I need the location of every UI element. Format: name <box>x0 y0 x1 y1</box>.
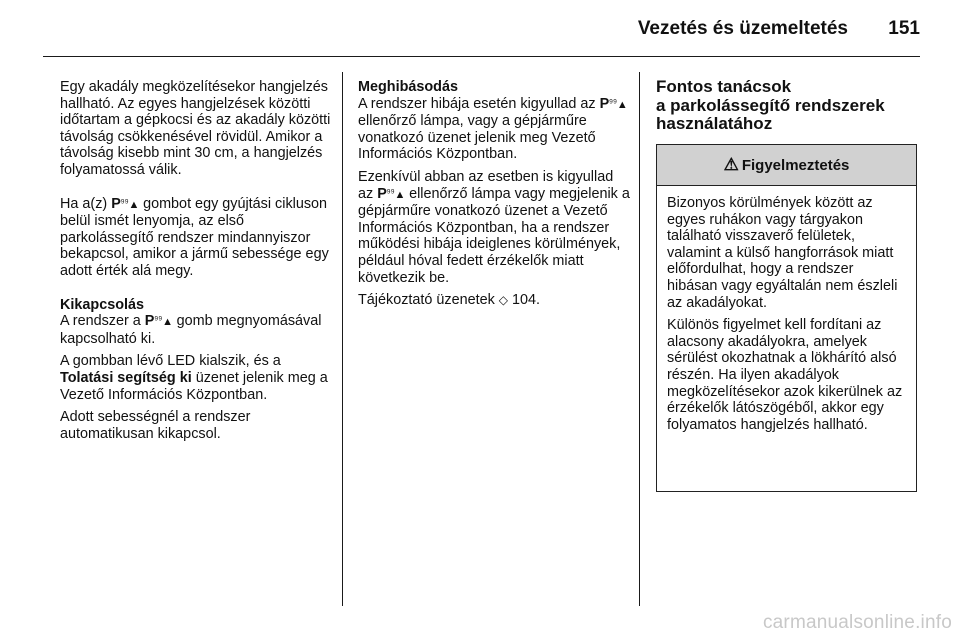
warning-box <box>656 144 917 492</box>
paragraph-temporary-fault: Ezenkívül abban az esetben is kigyullad az P⁹⁹▲ ellenőrző lámpa vagy megjelenik a gépjárműre vonatkozó üzenet a Vezető Információs Központban, ha a rendszer működési hibája ideiglenes körülmények, például hóval fedett érzékelők miatt következik be. <box>358 168 630 286</box>
page-number: 151 <box>888 18 920 39</box>
header-divider <box>43 56 920 57</box>
warning-header <box>657 145 916 186</box>
paragraph-malfunction: A rendszer hibája esetén kigyullad az P⁹⁹▲ ellenőrző lámpa, vagy a gépjárműre vonatkozó üzenet jelenik meg Vezető Információs Központban. <box>358 95 628 163</box>
page-reference-link[interactable]: 104. <box>512 292 541 309</box>
message-name: Tolatási segítség ki <box>60 369 192 386</box>
paragraph-repeat-activation: Ha a(z) P⁹⁹▲ gombot egy gyújtási cikluson belül ismét lenyomja, az első parkolássegítő rendszer mindannyiszor bekapcsol, amikor a jármű sebessége egy adott érték alá megy. <box>60 195 329 279</box>
warning-paragraph-2: Különös figyelmet kell fordítani az alacsony akadályokra, amelyek sérülést okozhatnak a lökhárító alsó részén. Ha ilyen akadályok megközelítésekor azok kikerülnek az érzékelők látószögéből, akkor egy folyamatos hangjelzés hallható. <box>667 317 903 433</box>
column-1 <box>60 79 336 448</box>
warning-body <box>657 186 916 433</box>
parking-assist-lamp-icon: P⁹⁹▲ <box>599 95 628 112</box>
section-heading-malfunction: Meghibásodás <box>358 79 458 95</box>
section-heading-deactivation: Kikapcsolás <box>60 296 144 313</box>
page-reference-icon: ◇ <box>498 293 509 308</box>
watermark: carmanualsonline.info <box>762 612 952 633</box>
paragraph-auto-off: Adott sebességnél a rendszer automatikusan kikapcsol. <box>60 409 251 442</box>
parking-assist-lamp-icon: P⁹⁹▲ <box>377 185 406 202</box>
paragraph-proximity-beep: Egy akadály megközelítésekor hangjelzés hallható. Az egyes hangjelzések közötti időtartam a gépkocsi és az akadály közötti távolság csökkenésével rövidül. Amikor a távolság kisebb mint 30 cm, a hangjelzés folyamatossá válik. <box>60 79 331 178</box>
parking-assist-button-icon: P⁹⁹▲ <box>111 195 140 212</box>
column-3 <box>656 78 918 134</box>
page-title: Vezetés és üzemeltetés <box>637 18 848 39</box>
column-divider-2 <box>639 72 640 606</box>
paragraph-deactivation: A rendszer a P⁹⁹▲ gomb megnyomásával kapcsolható ki. <box>60 313 322 347</box>
warning-triangle-icon: ⚠ <box>723 155 739 174</box>
section-title-tips: Fontos tanácsok a parkolássegítő rendszerek használatához <box>656 77 885 133</box>
cross-reference[interactable]: Tájékoztató üzenetek ◇ 104. <box>358 292 541 309</box>
column-divider-1 <box>342 72 343 606</box>
warning-title: Figyelmeztetés <box>741 156 850 174</box>
warning-paragraph-1: Bizonyos körülmények között az egyes ruhákon vagy tárgyakon található visszaverő felületek, valamint a külső hangforrások miatt előfordulhat, hogy a rendszer hibásan vagy egyáltalán nem észleli az akadályokat. <box>667 195 898 311</box>
paragraph-led-message: A gombban lévő LED kialszik, és a Tolatási segítség ki üzenet jelenik meg a Vezető Információs Központban. <box>60 353 328 403</box>
column-2 <box>358 79 630 315</box>
parking-assist-button-icon: P⁹⁹▲ <box>144 313 173 330</box>
